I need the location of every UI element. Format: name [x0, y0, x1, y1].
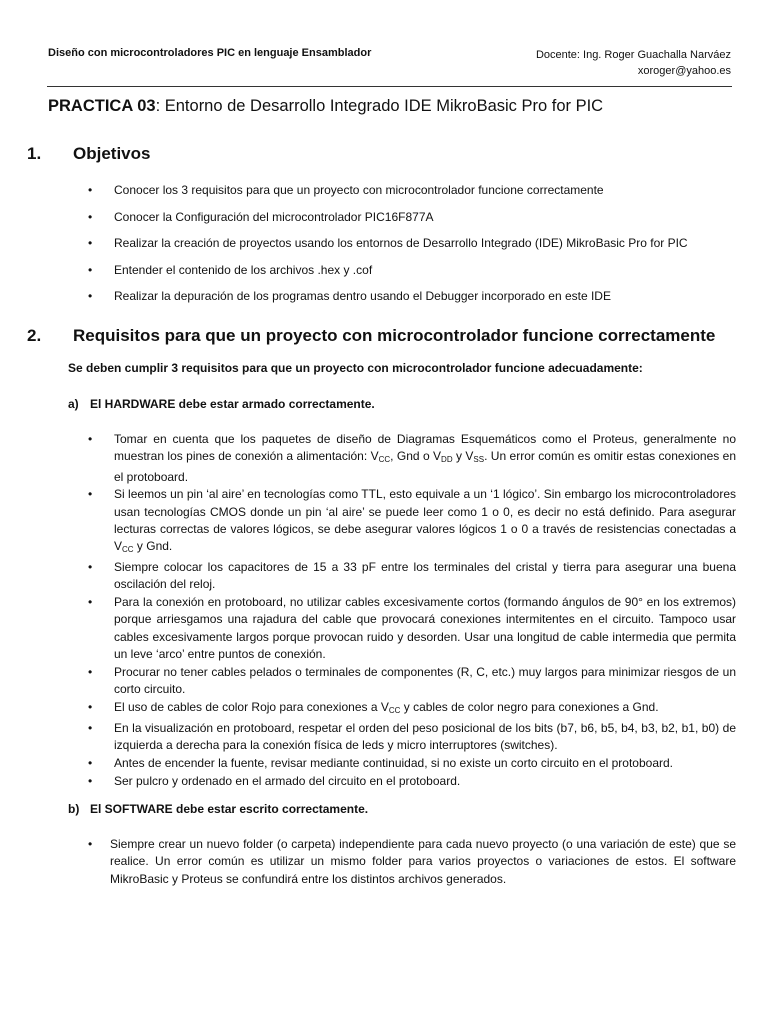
list-item: • Antes de encender la fuente, revisar mediante continuidad, si no existe un corto circuito en el protoboard.: [88, 755, 736, 772]
instructor-block: [536, 47, 731, 79]
list-item: • Siempre crear un nuevo folder (o carpeta) independiente para cada nuevo proyecto (o una variación de este) que se realice. Un error común es utilizar un mismo folder para varios proyectos o variaciones de estos. El software MikroBasic y Proteus se confundirá entre los distintos archivos generados.: [88, 836, 736, 888]
document-title: [48, 97, 603, 116]
subsection-a-letter: a): [68, 397, 79, 411]
subsection-a-heading: [68, 397, 375, 411]
subsection-b-title: El SOFTWARE debe estar escrito correctamente.: [90, 802, 369, 816]
subsection-b-heading: [68, 802, 368, 816]
hardware-requirements-list: [88, 431, 736, 790]
practice-subtitle: : Entorno de Desarrollo Integrado IDE MikroBasic Pro for PIC: [155, 97, 604, 115]
section-1-title: Objetivos: [73, 144, 151, 163]
subsection-b-letter: b): [68, 802, 80, 816]
objectives-list: [88, 183, 728, 316]
list-item: • Conocer los 3 requisitos para que un proyecto con microcontrolador funcione correctamente: [88, 183, 728, 197]
software-requirements-list: [88, 836, 736, 888]
section-2-heading: [27, 326, 715, 346]
course-title: Diseño con microcontroladores PIC en lenguaje Ensamblador: [48, 47, 372, 59]
list-item: • Realizar la depuración de los programas dentro usando el Debugger incorporado en este IDE: [88, 289, 728, 303]
practice-label: PRACTICA 03: [48, 97, 156, 115]
section-2-number: 2.: [27, 326, 42, 345]
list-item: • Si leemos un pin ‘al aire’ en tecnologías como TTL, esto equivale a un ‘1 lógico’. Sin embargo los microcontroladores usan tecnologías CMOS donde un pin ‘al aire’ se puede leer como 1 o 0, es decir no está definido. Para asegurar lecturas correctas de valores lógicos, se debe asegurar valores lógicos 1 o 0 a través de resistencias conectadas a $V_{CC}$ y Gnd.: [88, 486, 736, 558]
list-item: • Entender el contenido de los archivos .hex y .cof: [88, 263, 728, 277]
list-item: • Ser pulcro y ordenado en el armado del circuito en el protoboard.: [88, 773, 736, 790]
section-1-number: 1.: [27, 144, 42, 163]
section-2-intro: Se deben cumplir 3 requisitos para que un proyecto con microcontrolador funcione adecuadamente:: [68, 361, 643, 375]
instructor-name: Docente: Ing. Roger Guachalla Narváez: [535, 49, 731, 61]
subsection-a-title: El HARDWARE debe estar armado correctamente.: [90, 397, 375, 411]
instructor-email: xoroger@yahoo.es: [637, 65, 731, 77]
list-item: • Procurar no tener cables pelados o terminales de componentes (R, C, etc.) muy largos para minimizar riesgos de un corto circuito.: [88, 664, 736, 699]
section-2-title: Requisitos para que un proyecto con microcontrolador funcione correctamente: [73, 326, 716, 345]
list-item: • Conocer la Configuración del microcontrolador PIC16F877A: [88, 210, 728, 224]
header-divider: [47, 86, 732, 87]
list-item: • Tomar en cuenta que los paquetes de diseño de Diagramas Esquemáticos como el Proteus, generalmente no muestran los pines de conexión a alimentación: $V_{CC}$, Gnd o $V_{DD}$ y $V_{SS}$. Un error común es omitir estas conexiones en el protoboard.: [88, 431, 736, 486]
list-item: • Siempre colocar los capacitores de 15 a 33 pF entre los terminales del cristal y tierra para asegurar una buena oscilación del reloj.: [88, 559, 736, 594]
section-1-heading: [27, 144, 150, 164]
list-item: • En la visualización en protoboard, respetar el orden del peso posicional de los bits (b7, b6, b5, b4, b3, b2, b1, b0) de izquierda a derecha para la conexión física de leds y micro interruptores (switches).: [88, 720, 736, 755]
list-item: • Realizar la creación de proyectos usando los entornos de Desarrollo Integrado (IDE) MikroBasic Pro for PIC: [88, 236, 728, 250]
list-item: • Para la conexión en protoboard, no utilizar cables excesivamente cortos (formando ángulos de 90° en los extremos) porque arriesgamos una rajadura del cable que provocará conexiones intermitentes en el circuito. Tampoco usar cables excesivamente largos porque provocan ruido y desorden. Usar una longitud de cable intermedia que permita un leve ‘arco’ entre puntos de conexión.: [88, 594, 736, 663]
list-item: • El uso de cables de color Rojo para conexiones a $V_{CC}$ y cables de color negro para conexiones a Gnd.: [88, 699, 736, 719]
